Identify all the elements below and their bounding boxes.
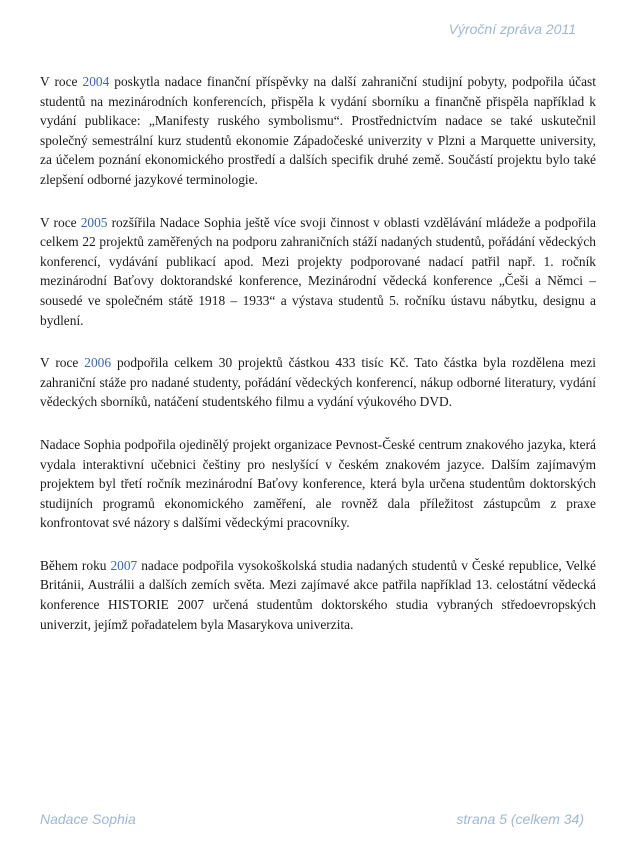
paragraph-text: nadace podpořila vysokoškolská studia nadaných studentů v České republice, Velké Británii, Austrálii a dalších zemích světa. Mezi zajímavé akce patřila například 13. celostátní vědecká konference HISTORIE 2007 určená studentům doktorského studia vybraných středoevropských univerzit, jejímž pořadatelem byla Masarykova univerzita. (40, 557, 597, 632)
paragraph-text: poskytla nadace finanční příspěvky na další zahraniční studijní pobyty, podpořila účast studentů na mezinárodních konferencích, přispěla k vydání sborníku a finančně přispěla například k vydání publikace: „Manifesty ruského symbolismu“. Prostřednictvím nadace se také uskutečnil společný semestrální kurz studentů ekonomie Západočeské univerzity v Plzni a Marquette university, za účelem poznání ekonomického prostředí a dalších specifik druhé země. Součástí projektu bylo také zlepšení odborné jazykové terminologie. (40, 74, 596, 187)
footer-page-number: strana 5 (celkem 34) (456, 811, 584, 827)
footer-organization: Nadace Sophia (40, 811, 136, 827)
year-2006: 2006 (84, 355, 112, 371)
year-2005: 2005 (80, 214, 108, 230)
paragraph-text: podpořila celkem 30 projektů částkou 433 tisíc Kč. Tato částka byla rozdělena mezi zahraniční stáže pro nadané studenty, pořádání vědeckých konferencí, nákup odborné literatury, vydání vědeckých sborníků, natáčení studentského filmu a vydání výukového DVD. (40, 355, 596, 410)
page-header-title: Výroční zpráva 2011 (448, 21, 576, 37)
paragraph-pevnost (40, 435, 596, 533)
paragraph-lead: V roce (40, 214, 81, 230)
year-2004: 2004 (82, 74, 110, 89)
paragraph-2007 (40, 556, 596, 634)
year-2007: 2007 (110, 557, 138, 573)
paragraph-2004 (40, 72, 596, 190)
paragraph-lead: V roce (40, 355, 85, 371)
paragraph-2005 (40, 213, 596, 331)
paragraph-lead: V roce (40, 74, 83, 89)
paragraph-2006 (40, 353, 596, 412)
report-body (40, 72, 596, 657)
paragraph-text: rozšířila Nadace Sophia ještě více svoji činnost v oblasti vzdělávání mládeže a podpořila celkem 22 projektů zaměřených na podporu zahraničních stáží nadaných studentů, pořádání vědeckých konferencí, vydávání publikací apod. Mezi projekty podporované nadací patřil např. 1. ročník mezinárodní Baťovy doktorandské konference, Mezinárodní vědecká konference „Češi a Němci – sousedé ve společném státě 1918 – 1933“ a výstava studentů 5. ročníku ústavu nábytku, designu a bydlení. (40, 214, 596, 328)
paragraph-lead: Během roku (40, 557, 111, 573)
paragraph-text: Nadace Sophia podpořila ojedinělý projekt organizace Pevnost-České centrum znakového jazyka, která vydala interaktivní učebnici češtiny pro neslyšící v českém znakovém jazyce. Dalším zajímavým projektem byl třetí ročník mezinárodní Baťovy konference, která byla určena studentům doktorských studijních programů ekonomického zaměření, ale rovněž dala příležitost zástupcům z praxe konfrontovat své názory s dalšími vědeckými pracovníky. (40, 436, 596, 531)
